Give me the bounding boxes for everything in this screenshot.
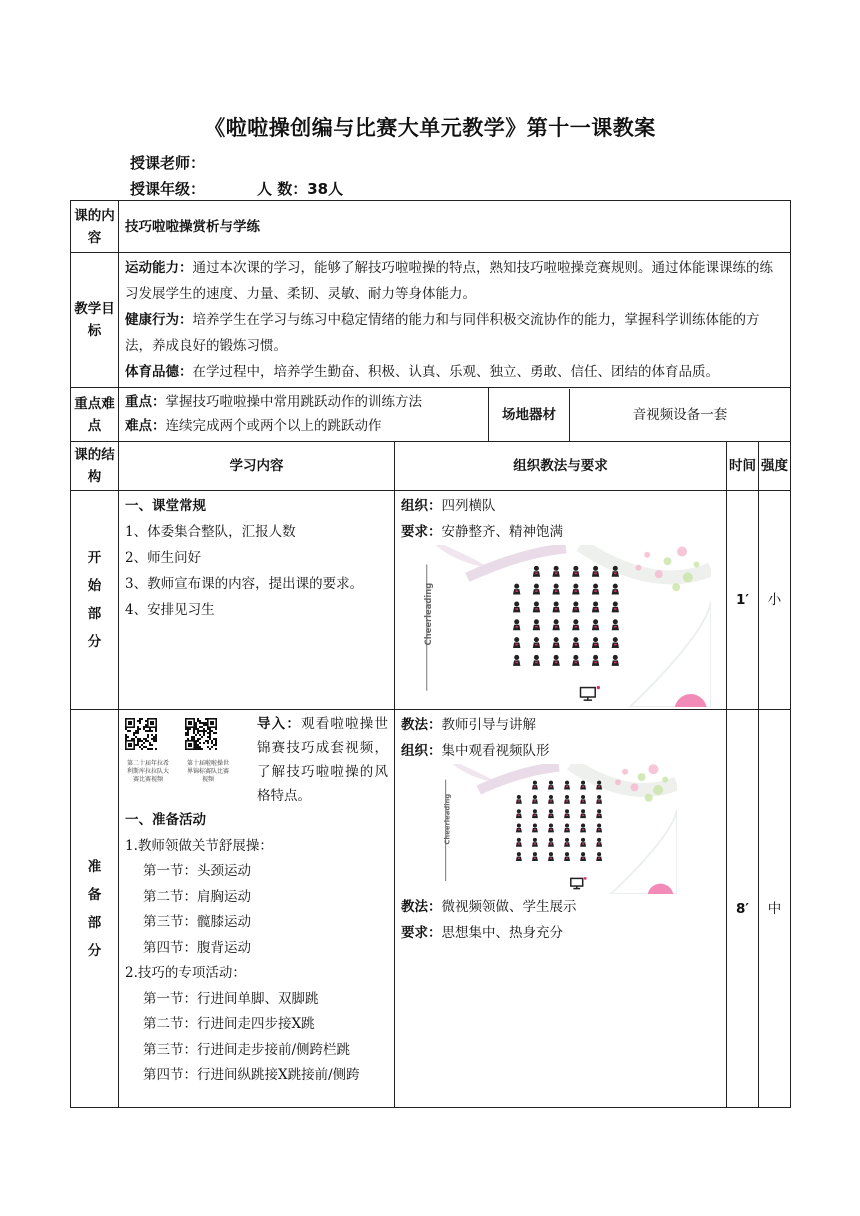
teacher-label: 授课老师： xyxy=(130,154,206,172)
header-row xyxy=(71,442,791,491)
keypoints-cell: 重点：掌握技巧啦啦操中常用跳跃动作的训练方法 难点：连续完成两个或两个以上的跳跃动作 xyxy=(119,388,489,442)
qr-code-icon xyxy=(185,718,217,750)
formation-figure xyxy=(421,545,711,707)
prep-method: 教法：教师引导与讲解 组织：集中观看视频队形 Cheerleading 教法：微视频领做、学生展示 要求：思想集中、热身充分 xyxy=(395,710,727,1108)
list-item: 第四节：腹背运动 xyxy=(143,939,251,956)
content-row xyxy=(71,201,791,253)
start-intensity: 小 xyxy=(759,491,791,710)
grade-row xyxy=(130,178,343,199)
grade-label: 授课年级： xyxy=(130,180,206,198)
list-item: 3、教师宣布课的内容，提出课的要求。 xyxy=(125,576,364,592)
content-label: 课的内容 xyxy=(71,201,119,253)
list-item: 第一节：头颈运动 xyxy=(143,863,251,879)
venue-cell xyxy=(489,388,791,442)
goal-item: 健康行为：培养学生在学习与练习中稳定情绪的能力和与同伴积极交流协作的能力，掌握科学训练体能的方法，养成良好的锻炼习惯。 xyxy=(125,312,760,354)
goals-cell xyxy=(119,253,791,388)
cheerleading-watermark: Cheerleading xyxy=(423,582,434,646)
start-method: 组织：四列横队 要求：安静整齐、精神饱满 Cheerleading xyxy=(395,491,727,710)
prep-intensity: 中 xyxy=(759,710,791,1108)
prep-content: 第二十届年拉希利斯库拉拉队大赛比赛视频 第十届啦啦操世界锦标赛队比赛视频 导入：观看啦啦操世锦赛技巧成套视频，了解技巧啦啦操的风格特点。 一、准备活动 1.教师领做关节舒展操： 第一节：头颈运动 第二节：肩胸运动 第三节：髋膝运动 第四节：腹背运动 2.技巧的专项活动： 第一节：行进间单脚、双脚跳 第二节：行进间走四步接X跳 第三节：行进间走步接前/侧跨栏跳 第四节：行进间纵跳接X跳接前/侧跨 xyxy=(119,710,395,1108)
qr-code-2[interactable]: 第十届啦啦操世界锦标赛队比赛视频 xyxy=(185,718,231,808)
qr-code-icon xyxy=(125,718,157,750)
content-value: 技巧啦啦操赏析与学练 xyxy=(119,201,791,253)
header-content: 学习内容 xyxy=(119,442,395,491)
intro-text: 导入：观看啦啦操世锦赛技巧成套视频，了解技巧啦啦操的风格特点。 xyxy=(257,716,388,804)
prep-row xyxy=(71,710,791,1108)
goal-item: 体育品德：在学过程中，培养学生勤奋、积极、认真、乐观、独立、勇敢、信任、团结的体育品质。 xyxy=(125,364,719,380)
goals-row xyxy=(71,253,791,388)
start-content: 一、课堂常规 1、体委集合整队，汇报人数 2、师生问好 3、教师宣布课的内容，提出课的要求。 4、安排见习生 xyxy=(119,491,395,710)
venue-value: 音视频设备一套 xyxy=(632,406,728,423)
goal-item: 运动能力：通过本次课的学习，能够了解技巧啦啦操的特点，熟知技巧啦啦操竞赛规则。通过体能课课练的练习发展学生的速度、力量、柔韧、灵敏、耐力等身体能力。 xyxy=(125,260,773,302)
formation-figure xyxy=(441,764,677,894)
list-item: 第二节：行进间走四步接X跳 xyxy=(143,1016,315,1032)
start-label: 开始部分 xyxy=(71,491,119,710)
list-item: 第三节：髋膝运动 xyxy=(143,914,251,930)
page-title: 《啦啦操创编与比赛大单元教学》第十一课教案 xyxy=(204,116,656,140)
qr-code-1[interactable]: 第二十届年拉希利斯库拉拉队大赛比赛视频 xyxy=(125,718,171,808)
list-item: 第四节：行进间纵跳接X跳接前/侧跨 xyxy=(143,1067,360,1083)
list-item: 第一节：行进间单脚、双脚跳 xyxy=(143,990,319,1007)
header-method: 组织教法与要求 xyxy=(395,442,727,491)
list-item: 第三节：行进间走步接前/侧跨栏跳 xyxy=(143,1041,351,1058)
venue-label: 场地器材 xyxy=(489,389,570,441)
list-item: 1、体委集合整队，汇报人数 xyxy=(125,524,296,540)
keypoints-label: 重点难点 xyxy=(71,388,119,442)
header-time: 时间 xyxy=(727,442,759,491)
start-row xyxy=(71,491,791,710)
prep-time: 8′ xyxy=(727,710,759,1108)
start-time: 1′ xyxy=(727,491,759,710)
prep-label: 准备部分 xyxy=(71,710,119,1108)
header-structure: 课的结构 xyxy=(71,442,119,491)
header-intensity: 强度 xyxy=(759,442,791,491)
list-item: 第二节：肩胸运动 xyxy=(143,888,251,905)
cheerleading-watermark: Cheerleading xyxy=(443,793,452,845)
goals-label: 教学目标 xyxy=(71,253,119,388)
student-count: 人 数：38人 xyxy=(257,180,344,198)
keypoints-row xyxy=(71,388,791,442)
list-item: 4、安排见习生 xyxy=(125,602,215,618)
list-item: 2、师生问好 xyxy=(125,550,202,566)
lesson-plan-table xyxy=(70,200,791,1108)
